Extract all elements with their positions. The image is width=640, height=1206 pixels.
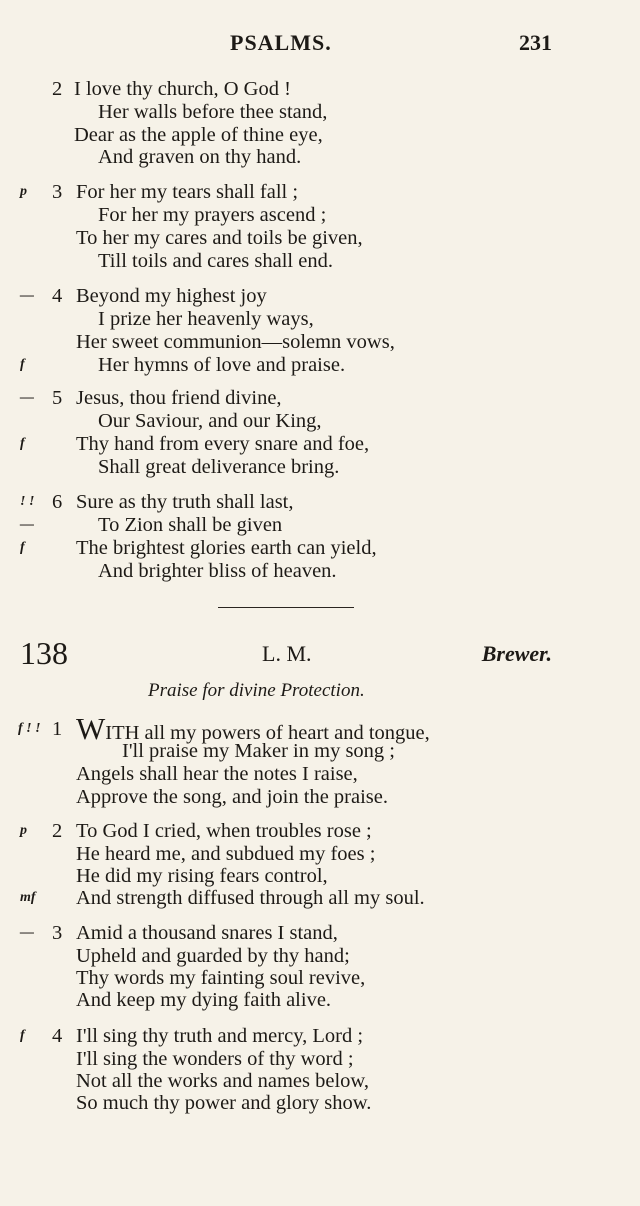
verse-line: Her sweet communion—solemn vows, [76,331,395,353]
stanza-6-line-4 [0,560,640,582]
hymn-stanza-1-line-3 [0,763,640,785]
hymn-stanza-1-line-1 [0,711,640,746]
verse-line: And keep my dying faith alive. [76,989,332,1011]
stanza-4-line-4 [0,354,640,376]
verse-line: To Zion shall be given [98,514,283,536]
verse-line: Thy hand from every snare and foe, [76,433,370,455]
stanza-6-line-2 [0,514,640,536]
verse-line: Angels shall hear the notes I raise, [76,763,358,785]
verse-line: And graven on thy hand. [98,146,302,168]
stanza-number: 2 [52,820,63,842]
hymn-stanza-4-line-3 [0,1070,640,1092]
verse-line: Sure as thy truth shall last, [76,491,294,513]
stanza-4-line-3 [0,331,640,353]
hymn-stanza-3-line-3 [0,967,640,989]
hymn-stanza-3-line-2 [0,945,640,967]
drop-cap: W [76,711,106,746]
verse-line: To God I cried, when troubles rose ; [76,820,372,842]
verse-line: He heard me, and subdued my foes ; [76,843,376,865]
dynamic-mark: f [20,540,25,555]
verse-line: Our Saviour, and our King, [98,410,322,432]
verse-line: I prize her heavenly ways, [98,308,314,330]
dynamic-mark: — [20,288,34,303]
hymn-tune: Brewer. [481,641,552,666]
stanza-number: 5 [52,387,63,409]
verse-line: Jesus, thou friend divine, [76,387,282,409]
stanza-6-line-1 [0,491,640,513]
stanza-number: 4 [52,285,63,307]
hymn-stanza-4-line-4 [0,1092,640,1114]
hymn-stanza-4-line-2 [0,1048,640,1070]
hymn-stanza-1-line-4 [0,786,640,808]
verse-line: Her hymns of love and praise. [98,354,346,376]
stanza-2-line-1 [0,78,640,100]
verse-line: And strength diffused through all my soul. [76,887,425,909]
hymn-stanza-2-line-2 [0,843,640,865]
stanza-number: 4 [52,1025,63,1047]
dynamic-mark: p [20,184,27,199]
verse-line: Till toils and cares shall end. [98,250,333,272]
stanza-6-line-3 [0,537,640,559]
verse-line: I'll praise my Maker in my song ; [122,740,395,762]
stanza-3-line-4 [0,250,640,272]
dynamic-mark: f ! ! [18,721,41,736]
stanza-3-line-1 [0,181,640,203]
verse-line: Her walls before thee stand, [98,101,328,123]
verse-line: Amid a thousand snares I stand, [76,922,338,944]
verse-line: ITH all my powers of heart and tongue, [105,722,430,744]
dynamic-mark: — [20,517,34,532]
hymn-stanza-1-line-2 [0,740,640,762]
stanza-3-line-3 [0,227,640,249]
stanza-5-line-3 [0,433,640,455]
stanza-number: 1 [52,718,63,740]
verse-line: For her my tears shall fall ; [76,181,299,203]
verse-line: And brighter bliss of heaven. [98,560,337,582]
hymn-stanza-2-line-3 [0,865,640,887]
stanza-5-line-2 [0,410,640,432]
stanza-5-line-4 [0,456,640,478]
hymn-heading [0,635,640,675]
hymn-meter: L. M. [262,641,312,666]
hymn-stanza-2-line-4 [0,887,640,909]
verse-line: Approve the song, and join the praise. [76,786,388,808]
stanza-4-line-2 [0,308,640,330]
stanza-2-line-3 [0,124,640,146]
hymn-subtitle: Praise for divine Protection. [148,680,365,701]
stanza-5-line-1 [0,387,640,409]
verse-line: To her my cares and toils be given, [76,227,363,249]
verse-line: He did my rising fears control, [76,865,328,887]
running-title: PSALMS. [230,30,332,55]
verse-line: I'll sing thy truth and mercy, Lord ; [76,1025,364,1047]
stanza-number: 6 [52,491,63,513]
dynamic-mark: f [20,436,25,451]
stanza-2-line-4 [0,146,640,168]
verse-line: So much thy power and glory show. [76,1092,372,1114]
stanza-3-line-2 [0,204,640,226]
stanza-number: 2 [52,78,63,100]
running-header [0,30,640,60]
dynamic-mark: p [20,823,27,838]
dynamic-mark: f [20,1028,25,1043]
verse-line: Shall great deliverance bring. [98,456,340,478]
verse-line: Dear as the apple of thine eye, [74,124,323,146]
stanza-number: 3 [52,922,63,944]
hymn-stanza-4-line-1 [0,1025,640,1047]
verse-line: I'll sing the wonders of thy word ; [76,1048,354,1070]
stanza-2-line-2 [0,101,640,123]
verse-line: Beyond my highest joy [76,285,267,307]
stanza-4-line-1 [0,285,640,307]
hymn-stanza-3-line-4 [0,989,640,1011]
dynamic-mark: f [20,357,25,372]
verse-line: Thy words my fainting soul revive, [76,967,366,989]
dynamic-mark: — [20,925,34,940]
dynamic-mark: — [20,390,34,405]
dynamic-mark: mf [20,890,36,905]
verse-line: Upheld and guarded by thy hand; [76,945,350,967]
verse-line: I love thy church, O God ! [74,78,291,100]
verse-line: The brightest glories earth can yield, [76,537,377,559]
verse-line: Not all the works and names below, [76,1070,370,1092]
stanza-number: 3 [52,181,63,203]
verse-line: For her my prayers ascend ; [98,204,327,226]
hymn-stanza-3-line-1 [0,922,640,944]
hymn-number: 138 [20,635,68,671]
dynamic-mark: ! ! [20,494,35,509]
hymn-stanza-2-line-1 [0,820,640,842]
page-number: 231 [519,30,552,55]
section-divider [218,607,354,608]
